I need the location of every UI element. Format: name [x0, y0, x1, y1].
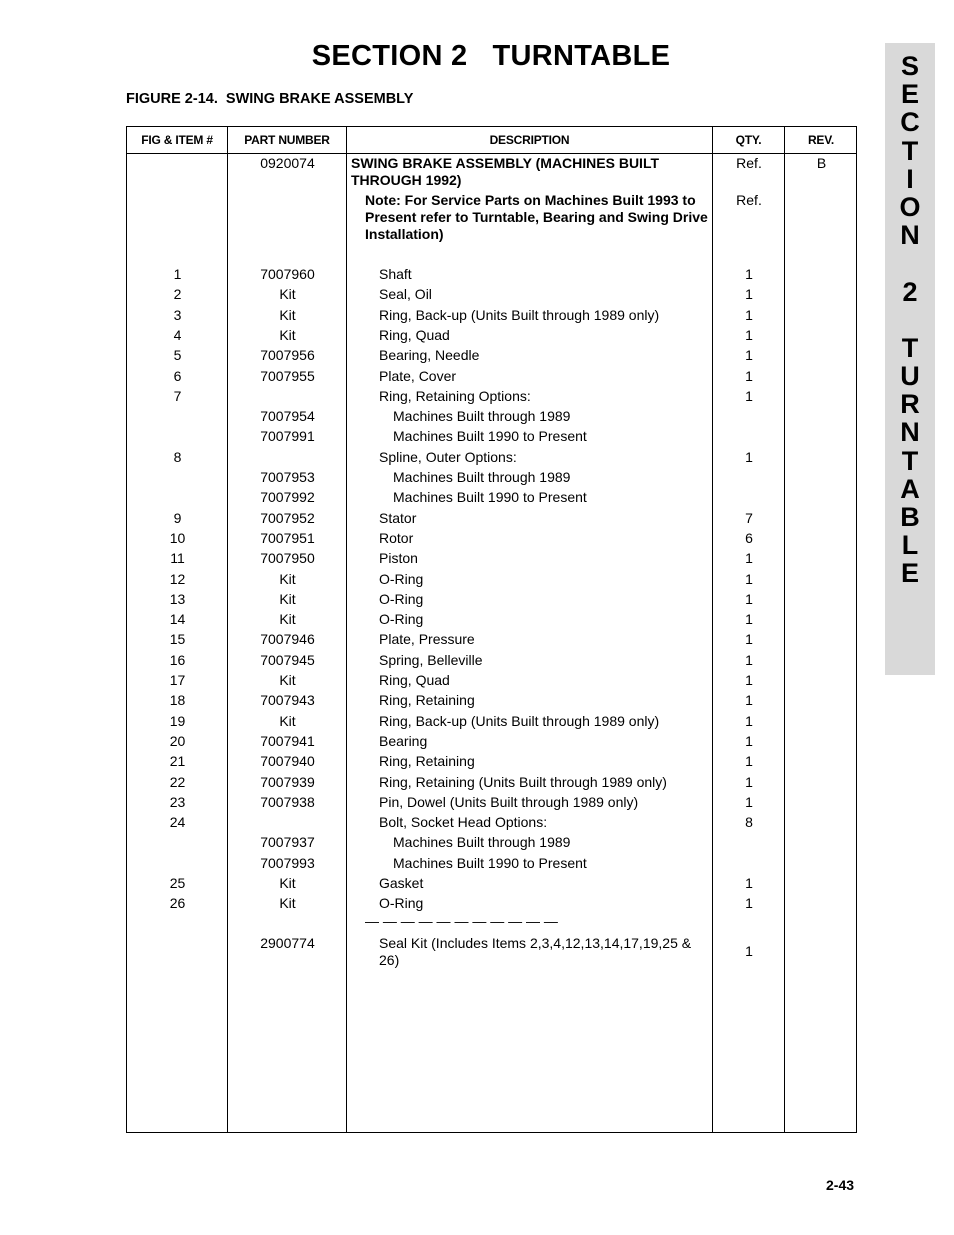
row-description: Rotor [379, 530, 414, 546]
row-item-number: 19 [169, 713, 186, 729]
row-description: Machines Built through 1989 [393, 834, 571, 850]
row-part-number: 7007941 [260, 733, 315, 749]
side-tab-letter: I [906, 163, 914, 194]
row-part-number: 7007951 [260, 530, 315, 546]
row-description: Ring, Back-up (Units Built through 1989 only) [379, 307, 660, 323]
row-part-number: 7007943 [260, 692, 315, 708]
row-item-number: 21 [169, 753, 186, 769]
row-description: Ring, Quad [379, 327, 450, 343]
row-qty: 1 [745, 753, 753, 769]
row-part-number: Kit [279, 571, 296, 587]
row-qty: 1 [745, 692, 753, 708]
row-part-number: Kit [279, 611, 296, 627]
row-item-number: 6 [173, 368, 182, 384]
row-item-number: 13 [169, 591, 186, 607]
row-qty: 1 [745, 347, 753, 363]
seal-kit-part-number: 2900774 [260, 935, 315, 951]
header-rev: REV. [807, 133, 835, 147]
row-item-number: 8 [173, 449, 182, 465]
row-qty: 1 [745, 571, 753, 587]
row-part-number: 7007953 [260, 469, 315, 485]
row-qty: 1 [745, 550, 753, 566]
header-fig-item: FIG & ITEM # [141, 133, 213, 147]
row-description: Machines Built 1990 to Present [393, 428, 587, 444]
seal-kit-description: Seal Kit (Includes Items 2,3,4,12,13,14,17,19,25 & 26) [379, 935, 692, 968]
row-description: O-Ring [379, 895, 424, 911]
row-description: O-Ring [379, 611, 424, 627]
row-description: Bolt, Socket Head Options: [379, 814, 548, 830]
row-description: Bearing [379, 733, 428, 749]
row-part-number: Kit [279, 672, 296, 688]
side-tab-letter: A [900, 473, 920, 504]
row-description: Ring, Retaining Options: [379, 388, 531, 404]
row-part-number: Kit [279, 327, 296, 343]
row-description: Plate, Pressure [379, 631, 475, 647]
row-item-number: 22 [169, 774, 186, 790]
header-qty: QTY. [735, 133, 762, 147]
side-tab-letter: N [900, 220, 920, 251]
row-qty: 1 [745, 631, 753, 647]
row-description: Spline, Outer Options: [379, 449, 517, 465]
row-description: Machines Built 1990 to Present [393, 489, 587, 505]
note-qty: Ref. [736, 192, 762, 208]
side-tab-letter: E [900, 558, 919, 589]
row-item-number: 23 [169, 794, 186, 810]
row-description: Pin, Dowel (Units Built through 1989 only) [379, 794, 639, 810]
row-description: Stator [379, 510, 417, 526]
side-tab-letter: 2 [902, 276, 918, 307]
row-part-number: 7007991 [260, 428, 315, 444]
row-description: Machines Built through 1989 [393, 408, 571, 424]
row-qty: 1 [745, 449, 753, 465]
row-item-number: 7 [173, 388, 182, 404]
row-description: Machines Built 1990 to Present [393, 855, 587, 871]
row-part-number: 7007992 [260, 489, 315, 505]
row-item-number: 25 [169, 875, 186, 891]
side-tab-letter [885, 249, 935, 277]
row-part-number: 7007937 [260, 834, 315, 850]
assembly-qty: Ref. [736, 155, 762, 171]
row-qty: 1 [745, 713, 753, 729]
row-description: Shaft [379, 266, 412, 282]
section-title: SECTION 2 TURNTABLE [311, 40, 671, 72]
side-tab-letter: R [900, 389, 920, 420]
row-description: Piston [379, 550, 418, 566]
row-part-number: Kit [279, 713, 296, 729]
row-item-number: 2 [173, 286, 182, 302]
side-tab-letter: B [900, 502, 920, 532]
seal-kit-qty: 1 [745, 943, 753, 959]
header-description: DESCRIPTION [489, 133, 570, 147]
row-qty: 1 [745, 611, 753, 627]
row-part-number: 7007956 [260, 347, 315, 363]
row-description: Gasket [379, 875, 424, 891]
row-description: O-Ring [379, 591, 424, 607]
row-part-number: Kit [279, 875, 296, 891]
row-part-number: Kit [279, 286, 296, 302]
row-description: Seal, Oil [379, 286, 432, 302]
parts-table [126, 126, 857, 1133]
side-tab-letter: T [901, 135, 919, 166]
row-part-number: 7007993 [260, 855, 315, 871]
row-description: Ring, Retaining [379, 692, 475, 708]
row-qty: 1 [745, 875, 753, 891]
row-part-number: 7007940 [260, 753, 315, 769]
row-part-number: 7007960 [260, 266, 315, 282]
row-part-number: Kit [279, 307, 296, 323]
side-tab-letter: E [900, 79, 919, 110]
row-qty: 7 [745, 510, 753, 526]
side-tab-letter [885, 306, 935, 334]
row-item-number: 12 [169, 571, 186, 587]
side-tab-letters [885, 52, 935, 588]
row-item-number: 14 [169, 611, 186, 627]
row-description: Plate, Cover [379, 368, 457, 384]
row-part-number: 7007955 [260, 368, 315, 384]
assembly-part-number: 0920074 [260, 155, 315, 171]
row-description: Machines Built through 1989 [393, 469, 571, 485]
row-description: O-Ring [379, 571, 424, 587]
row-item-number: 1 [173, 266, 182, 282]
row-part-number: 7007952 [260, 510, 315, 526]
side-tab-letter: U [900, 361, 920, 392]
row-qty: 1 [745, 388, 753, 404]
assembly-rev: B [816, 155, 827, 171]
row-qty: 1 [745, 672, 753, 688]
row-item-number: 18 [169, 692, 186, 708]
header-divider [127, 153, 856, 154]
row-qty: 1 [745, 286, 753, 302]
section-side-tab [885, 43, 935, 675]
row-item-number: 9 [173, 510, 182, 526]
side-tab-letter: L [901, 530, 919, 561]
side-tab-letter: C [900, 107, 920, 138]
row-qty: 1 [745, 733, 753, 749]
row-part-number: 7007945 [260, 652, 315, 668]
row-part-number: 7007939 [260, 774, 315, 790]
row-part-number: 7007946 [260, 631, 315, 647]
row-description: Ring, Quad [379, 672, 450, 688]
row-qty: 1 [745, 591, 753, 607]
side-tab-letter: O [899, 191, 921, 222]
row-item-number: 11 [170, 550, 185, 566]
row-qty: 1 [745, 266, 753, 282]
row-description: Ring, Retaining [379, 753, 475, 769]
row-part-number: Kit [279, 591, 296, 607]
row-description: Spring, Belleville [379, 652, 483, 668]
row-part-number: 7007938 [260, 794, 315, 810]
header-part-number: PART NUMBER [244, 133, 330, 147]
row-qty: 1 [745, 895, 753, 911]
row-part-number: 7007954 [260, 408, 315, 424]
row-qty: 1 [745, 307, 753, 323]
row-item-number: 10 [169, 530, 186, 546]
row-qty: 1 [745, 652, 753, 668]
row-description: Ring, Back-up (Units Built through 1989 only) [379, 713, 660, 729]
side-tab-letter: N [900, 417, 920, 448]
row-qty: 8 [745, 814, 753, 830]
row-qty: 1 [745, 774, 753, 790]
row-part-number: 7007950 [260, 550, 315, 566]
row-item-number: 3 [173, 307, 182, 323]
separator-line: — — — — — — — — — — — [365, 913, 558, 929]
assembly-description: SWING BRAKE ASSEMBLY (MACHINES BUILT THROUGH 1992) [351, 155, 660, 188]
page-number: 2-43 [826, 1177, 855, 1193]
side-tab-letter: T [901, 445, 919, 476]
row-item-number: 17 [169, 672, 186, 688]
row-item-number: 5 [173, 347, 182, 363]
row-qty: 6 [745, 530, 753, 546]
row-item-number: 24 [169, 814, 186, 830]
row-qty: 1 [745, 794, 753, 810]
row-item-number: 26 [169, 895, 186, 911]
figure-title: FIGURE 2-14. SWING BRAKE ASSEMBLY [126, 91, 414, 107]
row-item-number: 20 [169, 733, 186, 749]
service-note: Note: For Service Parts on Machines Built 1993 to Present refer to Turntable, Bearing and Swing Drive Installation) [365, 192, 708, 242]
row-description: Bearing, Needle [379, 347, 480, 363]
row-item-number: 15 [169, 631, 186, 647]
row-item-number: 16 [169, 652, 186, 668]
row-part-number: Kit [279, 895, 296, 911]
row-item-number: 4 [173, 327, 182, 343]
side-tab-letter: S [900, 51, 919, 81]
row-qty: 1 [745, 368, 753, 384]
row-description: Ring, Retaining (Units Built through 1989 only) [379, 774, 667, 790]
row-qty: 1 [745, 327, 753, 343]
side-tab-letter: T [901, 332, 919, 363]
